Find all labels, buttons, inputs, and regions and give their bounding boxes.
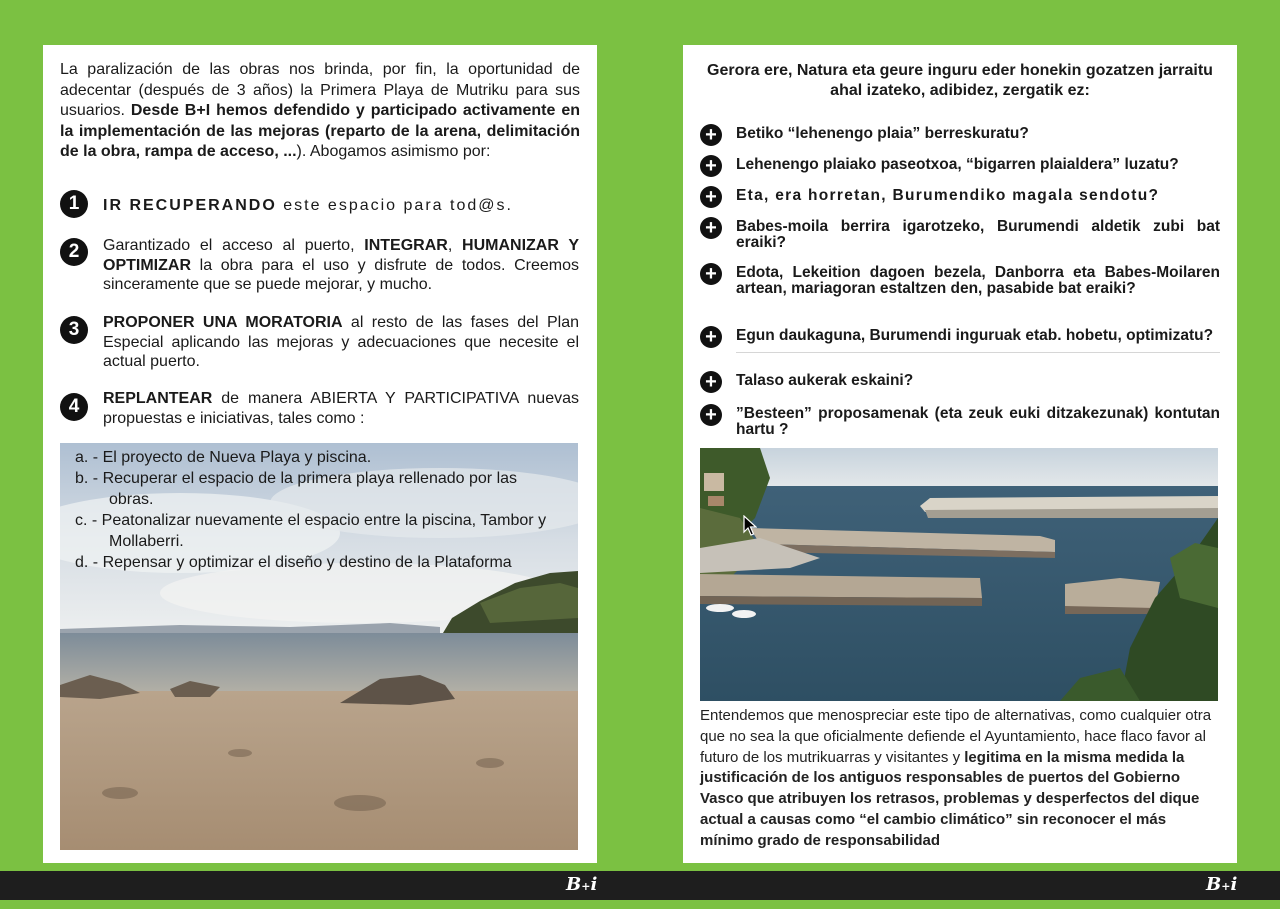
item-text: PROPONER UNA MORATORIA al resto de las fases del Plan Especial aplicando las mejoras y adecuaciones que necesite el actual puerto. [103, 314, 579, 370]
number-badge: 3 [60, 316, 88, 344]
list-item: b. - Recuperar el espacio de la primera playa rellenado por las obras. [75, 470, 518, 508]
plus-icon: + [700, 155, 722, 177]
plus-icon: + [700, 263, 722, 285]
question-text: Edota, Lekeition dagoen bezela, Danborra eta Babes-Moilaren artean, mariagoran estaltzen den, pasabide bat eraiki? [736, 264, 1220, 297]
item-text: Garantizado el acceso al puerto, INTEGRAR, HUMANIZAR Y OPTIMIZAR la obra para el uso y disfrute de todos. Creemos sinceramente que se puede mejorar, y mucho. [103, 237, 580, 293]
item-text: IR RECUPERANDO este espacio para tod@s. [103, 197, 513, 214]
left-page [43, 45, 597, 863]
question-text: Babes-moila berrira igarotzeko, Burumendi aldetik zubi bat eraiki? [736, 218, 1220, 251]
plus-icon: + [700, 217, 722, 239]
item-text: REPLANTEAR de manera ABIERTA Y PARTICIPATIVA nuevas propuestas e iniciativas, tales como : [103, 390, 579, 427]
number-badge: 1 [60, 190, 88, 218]
list-item: a. - El proyecto de Nueva Playa y piscina. [75, 449, 372, 466]
footer-bar [0, 871, 1280, 900]
number-badge: 4 [60, 393, 88, 421]
plus-icon: + [700, 371, 722, 393]
harbor-photo [700, 448, 1218, 701]
number-badge: 2 [60, 238, 88, 266]
list-item: c. - Peatonalizar nuevamente el espacio entre la piscina, Tambor y Mollaberri. [75, 512, 547, 550]
question-text: ”Besteen” proposamenak (eta zeuk euki ditzakezunak) kontutan hartu ? [736, 405, 1220, 438]
plus-icon: + [700, 124, 722, 146]
question-text: Egun daukaguna, Burumendi inguruak etab. hobetu, optimizatu? [736, 327, 1214, 344]
question-text: Betiko “lehenengo plaia” berreskuratu? [736, 125, 1029, 142]
question-text: Eta, era horretan, Burumendiko magala sendotu? [736, 187, 1160, 204]
plus-icon: + [700, 404, 722, 426]
plus-icon: + [700, 326, 722, 348]
plus-icon: + [700, 186, 722, 208]
mouse-cursor-icon [743, 515, 757, 537]
question-text: Talaso aukerak eskaini? [736, 372, 914, 389]
logo: B+i [566, 874, 598, 895]
divider [736, 352, 1220, 353]
intro-paragraph: La paralización de las obras nos brinda, por fin, la oportunidad de adecentar (después de 3 años) la Primera Playa de Mutriku para sus usuarios. Desde B+I hemos defendido y participado activamente en la implementación de las mejoras (reparto de la arena, delimitación de la obra, rampa de acceso, ...). Abogamos asimismo por: [60, 61, 580, 160]
beach-photo [60, 443, 578, 850]
logo: B+i [1206, 874, 1238, 895]
question-text: Lehenengo plaiako paseotxoa, “bigarren plaialdera” luzatu? [736, 156, 1179, 173]
list-item: d. - Repensar y optimizar el diseño y destino de la Plataforma [75, 554, 512, 571]
right-page [683, 45, 1237, 863]
closing-paragraph: Entendemos que menospreciar este tipo de alternativas, como cualquier otra que no sea la que oficialmente defiende el Ayuntamiento, hace flaco favor al futuro de los mutrikuarras y visitantes y legitima en la misma medida la justificación de los antiguos responsables de puertos del Gobierno Vasco que atribuyen los retrasos, problemas y desperfectos del dique actual a causas como “el cambio climático” sin reconocer el más mínimo grado de responsabilidad [700, 707, 1212, 849]
page-heading: Gerora ere, Natura eta geure inguru eder honekin gozatzen jarraitu ahal izateko, adibidez, zergatik ez: [707, 62, 1213, 99]
proposals-list [75, 447, 565, 573]
